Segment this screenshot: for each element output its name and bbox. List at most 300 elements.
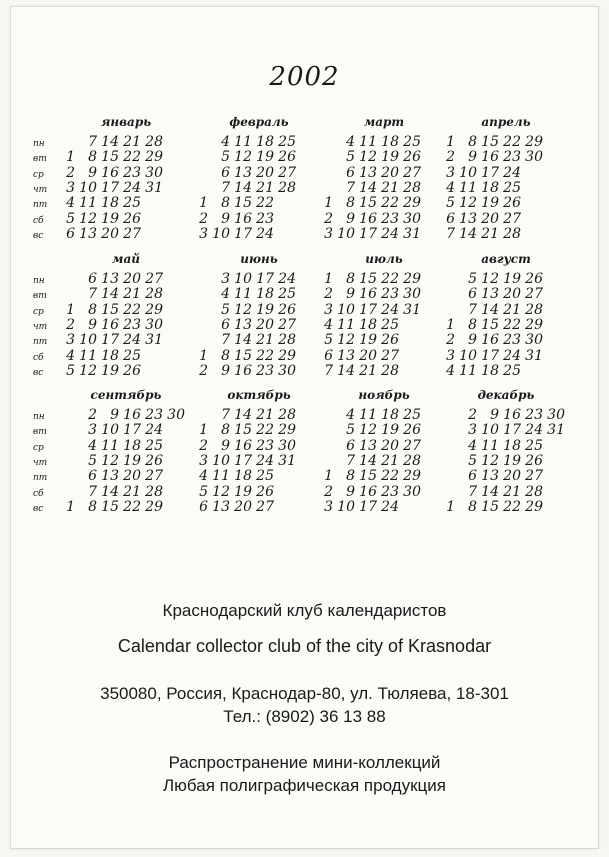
day-cell: 21 bbox=[123, 286, 141, 303]
day-cell: 10 bbox=[337, 301, 355, 318]
month-block bbox=[443, 388, 569, 513]
day-cell: 1 bbox=[66, 149, 75, 166]
day-grid bbox=[443, 272, 569, 377]
day-cell: 14 bbox=[337, 362, 355, 379]
day-cell: 13 bbox=[234, 164, 252, 181]
day-cell: 11 bbox=[79, 195, 97, 212]
day-cell: 5 bbox=[324, 332, 333, 349]
day-cell: 22 bbox=[503, 134, 521, 150]
day-cell: 22 bbox=[381, 195, 399, 212]
day-cell: 11 bbox=[481, 437, 499, 454]
day-cell: 31 bbox=[278, 452, 296, 469]
day-cell: 8 bbox=[346, 271, 355, 287]
day-cell: 21 bbox=[503, 483, 521, 500]
month-name: январь bbox=[100, 115, 152, 129]
weekday-label: вс bbox=[33, 503, 44, 514]
day-cell: 27 bbox=[278, 164, 296, 181]
month-name: ноябрь bbox=[358, 388, 410, 402]
day-cell: 14 bbox=[459, 225, 477, 242]
day-cell: 4 bbox=[66, 347, 75, 364]
month-block bbox=[321, 115, 447, 240]
day-cell: 2 bbox=[199, 437, 208, 454]
day-cell: 9 bbox=[88, 316, 97, 333]
month-block bbox=[63, 252, 189, 377]
day-cell: 15 bbox=[481, 498, 499, 515]
day-cell: 18 bbox=[503, 437, 521, 454]
day-cell: 15 bbox=[101, 498, 119, 515]
day-cell: 10 bbox=[212, 225, 230, 242]
day-cell: 3 bbox=[324, 225, 333, 242]
day-cell: 16 bbox=[123, 407, 141, 423]
day-cell: 30 bbox=[403, 483, 421, 500]
day-cell: 3 bbox=[468, 422, 477, 439]
day-cell: 25 bbox=[403, 407, 421, 423]
day-cell: 19 bbox=[503, 452, 521, 469]
day-cell: 7 bbox=[324, 362, 333, 379]
day-cell: 22 bbox=[123, 301, 141, 318]
day-cell: 15 bbox=[481, 316, 499, 333]
day-cell: 20 bbox=[381, 437, 399, 454]
day-cell: 5 bbox=[221, 149, 230, 166]
day-cell: 19 bbox=[234, 483, 252, 500]
day-cell: 13 bbox=[459, 210, 477, 227]
day-cell: 3 bbox=[199, 225, 208, 242]
day-cell: 24 bbox=[503, 347, 521, 364]
day-cell: 23 bbox=[123, 316, 141, 333]
day-cell: 27 bbox=[525, 468, 543, 485]
month-block bbox=[63, 388, 189, 513]
day-cell: 3 bbox=[324, 301, 333, 318]
day-cell: 17 bbox=[234, 452, 252, 469]
day-cell: 18 bbox=[481, 362, 499, 379]
day-cell: 1 bbox=[446, 316, 455, 333]
day-cell: 3 bbox=[324, 498, 333, 515]
day-cell: 3 bbox=[446, 347, 455, 364]
day-cell: 26 bbox=[123, 210, 141, 227]
day-cell: 6 bbox=[199, 498, 208, 515]
day-cell: 26 bbox=[525, 452, 543, 469]
day-cell: 1 bbox=[199, 195, 208, 212]
day-cell: 24 bbox=[503, 164, 521, 181]
day-cell: 29 bbox=[278, 347, 296, 364]
day-cell: 21 bbox=[481, 225, 499, 242]
day-cell: 16 bbox=[101, 164, 119, 181]
day-cell: 24 bbox=[123, 179, 141, 196]
day-cell: 25 bbox=[381, 316, 399, 333]
day-cell: 5 bbox=[88, 452, 97, 469]
day-cell: 11 bbox=[359, 134, 377, 150]
day-cell: 29 bbox=[525, 498, 543, 515]
day-cell: 8 bbox=[221, 422, 230, 439]
day-cell: 15 bbox=[234, 195, 252, 212]
day-cell: 29 bbox=[278, 422, 296, 439]
weekday-label: сб bbox=[33, 215, 44, 226]
weekday-label: пт bbox=[33, 473, 48, 484]
day-cell: 11 bbox=[234, 286, 252, 303]
day-cell: 13 bbox=[234, 316, 252, 333]
day-cell: 13 bbox=[359, 437, 377, 454]
day-grid bbox=[443, 408, 569, 513]
day-cell: 30 bbox=[278, 362, 296, 379]
day-cell: 28 bbox=[503, 225, 521, 242]
day-cell: 13 bbox=[101, 468, 119, 485]
day-cell: 9 bbox=[88, 164, 97, 181]
day-cell: 25 bbox=[256, 468, 274, 485]
day-cell: 5 bbox=[346, 422, 355, 439]
day-cell: 27 bbox=[403, 164, 421, 181]
day-cell: 29 bbox=[403, 468, 421, 485]
weekday-label: пт bbox=[33, 337, 48, 348]
day-cell: 25 bbox=[503, 179, 521, 196]
day-cell: 20 bbox=[256, 316, 274, 333]
day-cell: 18 bbox=[256, 286, 274, 303]
day-cell: 24 bbox=[278, 271, 296, 287]
day-cell: 19 bbox=[256, 149, 274, 166]
day-cell: 22 bbox=[503, 498, 521, 515]
day-cell: 10 bbox=[101, 422, 119, 439]
day-cell: 3 bbox=[221, 271, 230, 287]
weekday-label: пт bbox=[33, 200, 48, 211]
day-cell: 18 bbox=[123, 437, 141, 454]
day-cell: 16 bbox=[234, 210, 252, 227]
day-cell: 9 bbox=[221, 210, 230, 227]
day-cell: 30 bbox=[525, 149, 543, 166]
day-cell: 25 bbox=[503, 362, 521, 379]
day-cell: 11 bbox=[212, 468, 230, 485]
day-cell: 19 bbox=[381, 422, 399, 439]
day-cell: 18 bbox=[101, 347, 119, 364]
day-cell: 15 bbox=[359, 195, 377, 212]
day-cell: 8 bbox=[88, 149, 97, 166]
day-cell: 10 bbox=[459, 347, 477, 364]
weekday-label: пн bbox=[33, 139, 45, 149]
day-grid bbox=[196, 135, 322, 240]
day-grid bbox=[63, 408, 189, 513]
day-cell: 8 bbox=[221, 195, 230, 212]
day-cell: 6 bbox=[88, 468, 97, 485]
month-name: сентябрь bbox=[90, 388, 162, 402]
day-cell: 19 bbox=[101, 210, 119, 227]
day-cell: 1 bbox=[446, 498, 455, 515]
day-cell: 8 bbox=[346, 195, 355, 212]
calendar-card bbox=[10, 6, 599, 849]
day-cell: 23 bbox=[525, 407, 543, 423]
day-grid bbox=[321, 272, 447, 377]
day-cell: 4 bbox=[221, 134, 230, 150]
day-cell: 31 bbox=[145, 179, 163, 196]
day-cell: 23 bbox=[123, 164, 141, 181]
month-name: июль bbox=[365, 252, 403, 266]
day-cell: 4 bbox=[346, 134, 355, 150]
day-cell: 7 bbox=[468, 301, 477, 318]
day-cell: 4 bbox=[446, 362, 455, 379]
month-block bbox=[196, 115, 322, 240]
day-cell: 26 bbox=[403, 422, 421, 439]
day-cell: 8 bbox=[88, 498, 97, 515]
day-cell: 9 bbox=[221, 437, 230, 454]
day-cell: 2 bbox=[446, 149, 455, 166]
day-cell: 12 bbox=[337, 332, 355, 349]
day-cell: 24 bbox=[145, 422, 163, 439]
day-cell: 28 bbox=[145, 286, 163, 303]
day-cell: 19 bbox=[123, 452, 141, 469]
day-cell: 5 bbox=[468, 271, 477, 287]
day-cell: 1 bbox=[199, 422, 208, 439]
day-cell: 2 bbox=[199, 362, 208, 379]
day-grid bbox=[63, 135, 189, 240]
day-cell: 20 bbox=[503, 286, 521, 303]
day-cell: 2 bbox=[468, 407, 477, 423]
day-cell: 14 bbox=[481, 301, 499, 318]
day-cell: 25 bbox=[123, 195, 141, 212]
day-cell: 14 bbox=[234, 332, 252, 349]
day-grid bbox=[443, 135, 569, 240]
weekday-label: ср bbox=[33, 169, 44, 180]
day-cell: 14 bbox=[359, 452, 377, 469]
day-cell: 22 bbox=[381, 468, 399, 485]
day-cell: 17 bbox=[101, 332, 119, 349]
month-name: август bbox=[481, 252, 531, 266]
day-cell: 9 bbox=[468, 332, 477, 349]
phone: Тел.: (8902) 36 13 88 bbox=[223, 707, 386, 726]
day-cell: 19 bbox=[256, 301, 274, 318]
month-block bbox=[321, 252, 447, 377]
day-cell: 28 bbox=[278, 179, 296, 196]
day-cell: 30 bbox=[403, 210, 421, 227]
day-cell: 5 bbox=[66, 362, 75, 379]
day-cell: 25 bbox=[403, 134, 421, 150]
month-name: март bbox=[363, 115, 405, 129]
day-cell: 16 bbox=[359, 210, 377, 227]
day-cell: 16 bbox=[503, 407, 521, 423]
day-cell: 25 bbox=[123, 347, 141, 364]
day-cell: 6 bbox=[88, 271, 97, 287]
day-cell: 5 bbox=[66, 210, 75, 227]
day-cell: 14 bbox=[234, 407, 252, 423]
day-cell: 28 bbox=[145, 483, 163, 500]
day-cell: 21 bbox=[381, 179, 399, 196]
day-cell: 24 bbox=[123, 332, 141, 349]
weekday-label: чт bbox=[33, 321, 48, 332]
day-cell: 20 bbox=[381, 164, 399, 181]
day-cell: 21 bbox=[359, 362, 377, 379]
day-cell: 5 bbox=[221, 301, 230, 318]
day-cell: 12 bbox=[359, 422, 377, 439]
day-cell: 7 bbox=[88, 286, 97, 303]
day-cell: 29 bbox=[525, 134, 543, 150]
day-cell: 20 bbox=[234, 498, 252, 515]
day-cell: 29 bbox=[403, 195, 421, 212]
day-cell: 9 bbox=[110, 407, 119, 423]
day-cell: 19 bbox=[359, 332, 377, 349]
day-cell: 12 bbox=[481, 452, 499, 469]
month-name: июнь bbox=[240, 252, 278, 266]
day-cell: 22 bbox=[123, 149, 141, 166]
day-cell: 19 bbox=[503, 271, 521, 287]
day-cell: 8 bbox=[468, 498, 477, 515]
day-cell: 29 bbox=[145, 149, 163, 166]
day-cell: 23 bbox=[381, 210, 399, 227]
weekday-label: ср bbox=[33, 442, 44, 453]
day-cell: 7 bbox=[88, 483, 97, 500]
month-block bbox=[196, 388, 322, 513]
day-cell: 19 bbox=[381, 149, 399, 166]
day-cell: 30 bbox=[547, 407, 565, 423]
day-cell: 9 bbox=[346, 210, 355, 227]
weekday-label: вс bbox=[33, 230, 44, 241]
day-cell: 27 bbox=[256, 498, 274, 515]
day-cell: 26 bbox=[256, 483, 274, 500]
day-cell: 9 bbox=[346, 286, 355, 303]
day-cell: 28 bbox=[145, 134, 163, 150]
weekday-label: пн bbox=[33, 412, 45, 422]
day-cell: 1 bbox=[66, 498, 75, 515]
day-cell: 2 bbox=[324, 483, 333, 500]
month-name: октябрь bbox=[227, 388, 291, 402]
day-cell: 14 bbox=[234, 179, 252, 196]
day-cell: 8 bbox=[346, 468, 355, 485]
day-cell: 10 bbox=[459, 164, 477, 181]
day-cell: 1 bbox=[324, 195, 333, 212]
weekday-label: вс bbox=[33, 367, 44, 378]
day-cell: 31 bbox=[403, 225, 421, 242]
day-cell: 10 bbox=[234, 271, 252, 287]
day-cell: 9 bbox=[468, 149, 477, 166]
day-cell: 24 bbox=[381, 301, 399, 318]
day-cell: 18 bbox=[256, 134, 274, 150]
day-cell: 8 bbox=[221, 347, 230, 364]
day-cell: 10 bbox=[481, 422, 499, 439]
day-cell: 20 bbox=[503, 468, 521, 485]
day-cell: 28 bbox=[403, 452, 421, 469]
day-cell: 14 bbox=[101, 286, 119, 303]
day-cell: 13 bbox=[79, 225, 97, 242]
day-cell: 28 bbox=[278, 407, 296, 423]
day-cell: 26 bbox=[278, 301, 296, 318]
day-cell: 29 bbox=[525, 316, 543, 333]
day-cell: 30 bbox=[403, 286, 421, 303]
day-cell: 12 bbox=[481, 271, 499, 287]
day-cell: 26 bbox=[145, 452, 163, 469]
day-cell: 26 bbox=[503, 195, 521, 212]
day-cell: 2 bbox=[66, 164, 75, 181]
day-cell: 18 bbox=[381, 407, 399, 423]
day-cell: 2 bbox=[199, 210, 208, 227]
month-name: февраль bbox=[229, 115, 289, 129]
day-cell: 11 bbox=[79, 347, 97, 364]
day-cell: 18 bbox=[101, 195, 119, 212]
day-cell: 27 bbox=[145, 468, 163, 485]
day-cell: 31 bbox=[403, 301, 421, 318]
day-cell: 21 bbox=[381, 452, 399, 469]
day-cell: 10 bbox=[337, 225, 355, 242]
day-cell: 28 bbox=[381, 362, 399, 379]
month-block bbox=[443, 252, 569, 377]
day-cell: 4 bbox=[324, 316, 333, 333]
day-cell: 12 bbox=[234, 301, 252, 318]
day-cell: 1 bbox=[324, 468, 333, 485]
day-cell: 9 bbox=[490, 407, 499, 423]
day-cell: 23 bbox=[256, 437, 274, 454]
day-cell: 30 bbox=[167, 407, 185, 423]
day-cell: 6 bbox=[324, 347, 333, 364]
day-cell: 15 bbox=[359, 468, 377, 485]
day-cell: 25 bbox=[278, 286, 296, 303]
day-grid bbox=[321, 135, 447, 240]
day-cell: 11 bbox=[459, 179, 477, 196]
day-cell: 4 bbox=[468, 437, 477, 454]
day-grid bbox=[63, 272, 189, 377]
day-cell: 6 bbox=[221, 316, 230, 333]
day-cell: 3 bbox=[199, 452, 208, 469]
day-cell: 30 bbox=[145, 316, 163, 333]
day-cell: 7 bbox=[346, 452, 355, 469]
club-name-en: Calendar collector club of the city of Krasnodar bbox=[117, 636, 492, 656]
day-cell: 6 bbox=[468, 286, 477, 303]
day-cell: 6 bbox=[66, 225, 75, 242]
day-cell: 22 bbox=[123, 498, 141, 515]
weekday-label: чт bbox=[33, 457, 48, 468]
weekday-label: вт bbox=[33, 427, 47, 438]
day-cell: 9 bbox=[221, 362, 230, 379]
day-cell: 19 bbox=[481, 195, 499, 212]
day-cell: 20 bbox=[101, 225, 119, 242]
day-cell: 20 bbox=[256, 164, 274, 181]
day-cell: 11 bbox=[459, 362, 477, 379]
day-cell: 14 bbox=[101, 483, 119, 500]
day-cell: 4 bbox=[66, 195, 75, 212]
day-cell: 20 bbox=[123, 271, 141, 287]
day-cell: 4 bbox=[446, 179, 455, 196]
day-cell: 3 bbox=[446, 164, 455, 181]
day-cell: 28 bbox=[525, 301, 543, 318]
day-cell: 18 bbox=[234, 468, 252, 485]
day-cell: 14 bbox=[359, 179, 377, 196]
day-cell: 2 bbox=[324, 286, 333, 303]
day-cell: 3 bbox=[88, 422, 97, 439]
day-cell: 2 bbox=[88, 407, 97, 423]
day-cell: 13 bbox=[101, 271, 119, 287]
day-cell: 5 bbox=[468, 452, 477, 469]
day-cell: 16 bbox=[481, 149, 499, 166]
day-cell: 18 bbox=[359, 316, 377, 333]
day-cell: 31 bbox=[547, 422, 565, 439]
day-cell: 25 bbox=[278, 134, 296, 150]
club-name-ru: Краснодарский клуб календаристов bbox=[162, 601, 447, 620]
day-cell: 11 bbox=[359, 407, 377, 423]
day-cell: 15 bbox=[481, 134, 499, 150]
weekday-label: вт bbox=[33, 154, 47, 165]
day-cell: 17 bbox=[359, 498, 377, 515]
day-cell: 1 bbox=[446, 134, 455, 150]
day-cell: 6 bbox=[221, 164, 230, 181]
day-cell: 7 bbox=[221, 407, 230, 423]
day-cell: 7 bbox=[221, 332, 230, 349]
day-cell: 27 bbox=[381, 347, 399, 364]
day-cell: 6 bbox=[446, 210, 455, 227]
day-cell: 7 bbox=[346, 179, 355, 196]
day-cell: 24 bbox=[381, 225, 399, 242]
day-cell: 17 bbox=[234, 225, 252, 242]
day-cell: 4 bbox=[221, 286, 230, 303]
day-cell: 26 bbox=[403, 149, 421, 166]
day-cell: 15 bbox=[234, 347, 252, 364]
day-cell: 16 bbox=[234, 437, 252, 454]
day-cell: 31 bbox=[145, 332, 163, 349]
weekday-label: сб bbox=[33, 352, 44, 363]
day-cell: 5 bbox=[446, 195, 455, 212]
day-cell: 14 bbox=[101, 134, 119, 150]
